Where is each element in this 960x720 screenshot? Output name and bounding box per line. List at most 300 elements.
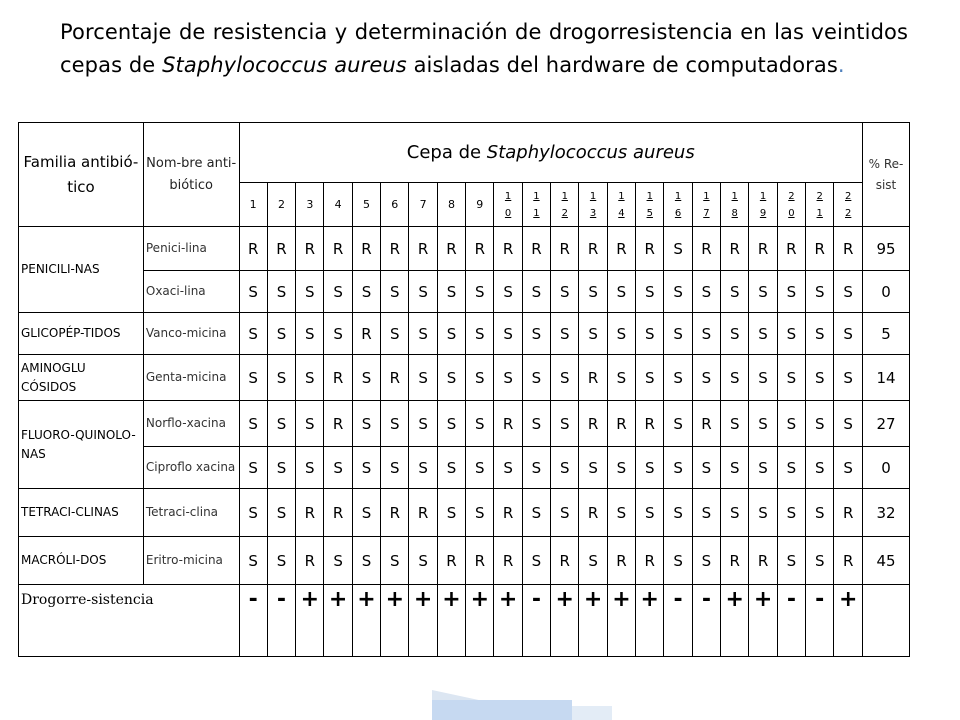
strain-digit: 2 bbox=[816, 190, 823, 202]
result-cell: S bbox=[806, 401, 834, 447]
result-cell: S bbox=[437, 489, 465, 537]
result-cell: R bbox=[494, 489, 522, 537]
result-cell: S bbox=[806, 313, 834, 355]
strain-digit: 9 bbox=[476, 198, 484, 211]
table-row bbox=[19, 537, 910, 585]
result-cell: S bbox=[777, 271, 805, 313]
family-name: MACRÓLI-DOS bbox=[19, 537, 144, 585]
result-cell: S bbox=[381, 401, 409, 447]
table-row bbox=[19, 401, 910, 447]
drug-resistance-value: + bbox=[551, 585, 579, 657]
result-cell: S bbox=[239, 271, 267, 313]
result-cell: S bbox=[692, 271, 720, 313]
strain-number bbox=[267, 183, 295, 227]
result-cell: S bbox=[579, 271, 607, 313]
result-cell: S bbox=[636, 355, 664, 401]
result-cell: S bbox=[721, 489, 749, 537]
strain-number bbox=[579, 183, 607, 227]
result-cell: R bbox=[636, 537, 664, 585]
strain-digit: 6 bbox=[674, 207, 682, 219]
result-cell: R bbox=[381, 355, 409, 401]
strain-digit: 5 bbox=[362, 198, 370, 211]
result-cell: S bbox=[466, 355, 494, 401]
result-cell: S bbox=[381, 447, 409, 489]
result-cell: S bbox=[352, 271, 380, 313]
result-cell: S bbox=[437, 271, 465, 313]
result-cell: R bbox=[239, 227, 267, 271]
header-familia: Familia antibió-tico bbox=[19, 123, 144, 227]
resistance-table bbox=[18, 122, 910, 657]
result-cell: S bbox=[239, 401, 267, 447]
strain-number bbox=[692, 183, 720, 227]
result-cell: S bbox=[664, 489, 692, 537]
result-cell: R bbox=[806, 227, 834, 271]
result-cell: S bbox=[381, 313, 409, 355]
strain-digit: 0 bbox=[788, 207, 795, 219]
result-cell: S bbox=[522, 313, 550, 355]
drug-resistance-value: - bbox=[239, 585, 267, 657]
result-cell: S bbox=[352, 401, 380, 447]
strain-digit: 8 bbox=[447, 198, 455, 211]
result-cell: R bbox=[466, 227, 494, 271]
result-cell: S bbox=[324, 447, 352, 489]
result-cell: S bbox=[296, 355, 324, 401]
result-cell: R bbox=[607, 537, 635, 585]
result-cell: S bbox=[267, 355, 295, 401]
result-cell: S bbox=[239, 489, 267, 537]
title-text-end: aisladas del hardware de computadoras bbox=[406, 53, 838, 77]
result-cell: S bbox=[749, 447, 777, 489]
result-cell: R bbox=[352, 227, 380, 271]
strain-digit: 4 bbox=[618, 207, 625, 219]
decorative-bar bbox=[432, 700, 572, 720]
table-header-row bbox=[19, 123, 910, 183]
result-cell: S bbox=[721, 401, 749, 447]
result-cell: S bbox=[409, 271, 437, 313]
strain-number bbox=[721, 183, 749, 227]
result-cell: S bbox=[749, 271, 777, 313]
result-cell: S bbox=[806, 271, 834, 313]
result-cell: R bbox=[381, 227, 409, 271]
strain-number bbox=[806, 183, 834, 227]
result-cell: S bbox=[579, 447, 607, 489]
result-cell: S bbox=[834, 447, 863, 489]
result-cell: S bbox=[664, 227, 692, 271]
table-row bbox=[19, 313, 910, 355]
result-cell: R bbox=[324, 355, 352, 401]
result-cell: S bbox=[409, 313, 437, 355]
result-cell: S bbox=[381, 537, 409, 585]
result-cell: S bbox=[692, 537, 720, 585]
strain-digit: 1 bbox=[249, 198, 257, 211]
percent-resist: 32 bbox=[862, 489, 909, 537]
result-cell: S bbox=[749, 355, 777, 401]
result-cell: R bbox=[834, 537, 863, 585]
result-cell: R bbox=[267, 227, 295, 271]
result-cell: S bbox=[692, 313, 720, 355]
antibiotic-name: Tetraci-clina bbox=[143, 489, 239, 537]
decorative-bar-light bbox=[572, 706, 612, 720]
strain-number bbox=[324, 183, 352, 227]
result-cell: S bbox=[466, 401, 494, 447]
result-cell: R bbox=[437, 227, 465, 271]
result-cell: S bbox=[522, 489, 550, 537]
result-cell: S bbox=[267, 401, 295, 447]
strain-digit: 7 bbox=[419, 198, 427, 211]
family-name: GLICOPÉP-TIDOS bbox=[19, 313, 144, 355]
result-cell: S bbox=[692, 489, 720, 537]
result-cell: S bbox=[381, 271, 409, 313]
result-cell: R bbox=[522, 227, 550, 271]
strain-number bbox=[749, 183, 777, 227]
strain-number bbox=[607, 183, 635, 227]
result-cell: R bbox=[324, 401, 352, 447]
result-cell: S bbox=[721, 355, 749, 401]
result-cell: R bbox=[296, 537, 324, 585]
strain-number bbox=[409, 183, 437, 227]
strain-number bbox=[551, 183, 579, 227]
result-cell: R bbox=[579, 401, 607, 447]
result-cell: R bbox=[409, 489, 437, 537]
strain-number bbox=[466, 183, 494, 227]
result-cell: R bbox=[296, 489, 324, 537]
strain-digit: 1 bbox=[533, 207, 540, 219]
result-cell: S bbox=[834, 271, 863, 313]
family-name: PENICILI-NAS bbox=[19, 227, 144, 313]
result-cell: S bbox=[267, 489, 295, 537]
result-cell: R bbox=[324, 489, 352, 537]
strain-number bbox=[777, 183, 805, 227]
result-cell: S bbox=[267, 271, 295, 313]
strain-digit: 2 bbox=[277, 198, 285, 211]
strain-number bbox=[522, 183, 550, 227]
percent-resist: 0 bbox=[862, 447, 909, 489]
result-cell: S bbox=[494, 313, 522, 355]
result-cell: S bbox=[777, 447, 805, 489]
strain-digit: 3 bbox=[306, 198, 314, 211]
strain-digit: 6 bbox=[391, 198, 399, 211]
result-cell: S bbox=[834, 313, 863, 355]
result-cell: R bbox=[324, 227, 352, 271]
header-cepa-species: Staphylococcus aureus bbox=[486, 142, 695, 163]
strain-digit: 1 bbox=[759, 190, 767, 202]
drug-resistance-value: + bbox=[324, 585, 352, 657]
drug-resistance-value: - bbox=[522, 585, 550, 657]
result-cell: S bbox=[267, 447, 295, 489]
result-cell: S bbox=[296, 271, 324, 313]
strain-digit: 7 bbox=[703, 207, 710, 219]
drug-resistance-value: + bbox=[607, 585, 635, 657]
drug-resistance-value: - bbox=[664, 585, 692, 657]
result-cell: S bbox=[806, 447, 834, 489]
drug-resistance-value: + bbox=[409, 585, 437, 657]
result-cell: R bbox=[381, 489, 409, 537]
percent-resist: 14 bbox=[862, 355, 909, 401]
header-nombre: Nom-bre anti-biótico bbox=[143, 123, 239, 227]
result-cell: S bbox=[551, 313, 579, 355]
result-cell: S bbox=[664, 537, 692, 585]
strain-number bbox=[437, 183, 465, 227]
result-cell: S bbox=[692, 355, 720, 401]
result-cell: S bbox=[607, 313, 635, 355]
result-cell: S bbox=[352, 537, 380, 585]
result-cell: S bbox=[806, 537, 834, 585]
result-cell: S bbox=[551, 401, 579, 447]
antibiotic-name: Norflo-xacina bbox=[143, 401, 239, 447]
strain-digit: 1 bbox=[589, 190, 597, 202]
result-cell: S bbox=[324, 271, 352, 313]
result-cell: S bbox=[721, 271, 749, 313]
table-row bbox=[19, 271, 910, 313]
strain-digit: 1 bbox=[646, 190, 653, 202]
antibiotic-name: Oxaci-lina bbox=[143, 271, 239, 313]
result-cell: S bbox=[777, 401, 805, 447]
strain-digit: 2 bbox=[845, 207, 852, 219]
result-cell: R bbox=[551, 537, 579, 585]
drug-resistance-value: - bbox=[267, 585, 295, 657]
result-cell: S bbox=[721, 447, 749, 489]
drug-resistance-value: - bbox=[692, 585, 720, 657]
family-name: AMINOGLU CÓSIDOS bbox=[19, 355, 144, 401]
antibiotic-name: Vanco-micina bbox=[143, 313, 239, 355]
result-cell: R bbox=[777, 227, 805, 271]
result-cell: S bbox=[664, 355, 692, 401]
strain-number bbox=[352, 183, 380, 227]
result-cell: S bbox=[834, 355, 863, 401]
percent-resist: 95 bbox=[862, 227, 909, 271]
result-cell: S bbox=[607, 447, 635, 489]
result-cell: R bbox=[437, 537, 465, 585]
result-cell: S bbox=[466, 271, 494, 313]
result-cell: S bbox=[607, 271, 635, 313]
drug-resistance-value: - bbox=[777, 585, 805, 657]
strain-digit: 1 bbox=[618, 190, 625, 202]
strain-digit: 2 bbox=[845, 190, 852, 202]
result-cell: S bbox=[806, 355, 834, 401]
strain-digit: 1 bbox=[561, 190, 568, 202]
antibiotic-name: Ciproflo xacina bbox=[143, 447, 239, 489]
table-row bbox=[19, 447, 910, 489]
result-cell: R bbox=[721, 227, 749, 271]
result-cell: S bbox=[324, 537, 352, 585]
result-cell: S bbox=[777, 537, 805, 585]
result-cell: S bbox=[636, 489, 664, 537]
strain-digit: 2 bbox=[561, 207, 568, 219]
strain-number bbox=[834, 183, 863, 227]
result-cell: R bbox=[749, 537, 777, 585]
drug-resistance-value: + bbox=[721, 585, 749, 657]
result-cell: S bbox=[551, 355, 579, 401]
strain-digit: 4 bbox=[334, 198, 342, 211]
drug-resistance-value: + bbox=[352, 585, 380, 657]
header-cepa bbox=[239, 123, 862, 183]
result-cell: S bbox=[551, 489, 579, 537]
strain-digit: 8 bbox=[731, 207, 738, 219]
result-cell: S bbox=[579, 313, 607, 355]
result-cell: S bbox=[522, 447, 550, 489]
antibiotic-name: Eritro-micina bbox=[143, 537, 239, 585]
result-cell: S bbox=[466, 489, 494, 537]
result-cell: S bbox=[296, 313, 324, 355]
result-cell: S bbox=[636, 313, 664, 355]
percent-resist: 0 bbox=[862, 271, 909, 313]
result-cell: R bbox=[494, 227, 522, 271]
header-cepa-prefix: Cepa de bbox=[406, 142, 487, 163]
result-cell: S bbox=[749, 313, 777, 355]
result-cell: S bbox=[494, 271, 522, 313]
drug-resistance-value: - bbox=[806, 585, 834, 657]
result-cell: S bbox=[522, 271, 550, 313]
result-cell: S bbox=[664, 401, 692, 447]
drug-resistance-value: + bbox=[834, 585, 863, 657]
strain-digit: 5 bbox=[646, 207, 653, 219]
result-cell: S bbox=[664, 271, 692, 313]
strain-digit: 1 bbox=[674, 190, 682, 202]
result-cell: S bbox=[749, 489, 777, 537]
result-cell: S bbox=[437, 447, 465, 489]
antibiotic-name: Penici-lina bbox=[143, 227, 239, 271]
result-cell: S bbox=[352, 447, 380, 489]
drug-resistance-row bbox=[19, 585, 910, 657]
result-cell: S bbox=[777, 313, 805, 355]
result-cell: S bbox=[607, 355, 635, 401]
strain-number bbox=[494, 183, 522, 227]
result-cell: R bbox=[834, 227, 863, 271]
title-species: Staphylococcus aureus bbox=[162, 53, 407, 77]
strain-number bbox=[239, 183, 267, 227]
result-cell: R bbox=[834, 489, 863, 537]
table-row bbox=[19, 355, 910, 401]
result-cell: R bbox=[296, 227, 324, 271]
strain-number bbox=[636, 183, 664, 227]
strain-number bbox=[381, 183, 409, 227]
antibiotic-name: Genta-micina bbox=[143, 355, 239, 401]
result-cell: S bbox=[409, 537, 437, 585]
title-text-start: Porcentaje de resistencia y determinación de drogorresistencia en las veintidos cepas de bbox=[60, 20, 908, 77]
result-cell: R bbox=[692, 227, 720, 271]
result-cell: R bbox=[749, 227, 777, 271]
result-cell: S bbox=[494, 447, 522, 489]
drug-resistance-value: + bbox=[749, 585, 777, 657]
result-cell: S bbox=[522, 537, 550, 585]
result-cell: S bbox=[777, 489, 805, 537]
strain-digit: 2 bbox=[788, 190, 795, 202]
strain-digit: 1 bbox=[816, 207, 823, 219]
result-cell: S bbox=[409, 355, 437, 401]
result-cell: S bbox=[551, 447, 579, 489]
drug-resistance-value: + bbox=[296, 585, 324, 657]
strain-digit: 3 bbox=[589, 207, 597, 219]
strain-digit: 9 bbox=[759, 207, 767, 219]
result-cell: S bbox=[409, 447, 437, 489]
slide-title bbox=[60, 16, 908, 82]
result-cell: R bbox=[692, 401, 720, 447]
result-cell: R bbox=[494, 537, 522, 585]
strain-digit: 1 bbox=[703, 190, 710, 202]
percent-resist: 45 bbox=[862, 537, 909, 585]
result-cell: S bbox=[267, 313, 295, 355]
result-cell: R bbox=[721, 537, 749, 585]
result-cell: R bbox=[579, 227, 607, 271]
result-cell: R bbox=[607, 401, 635, 447]
result-cell: S bbox=[296, 447, 324, 489]
percent-resist: 5 bbox=[862, 313, 909, 355]
result-cell: S bbox=[494, 355, 522, 401]
drug-resistance-value: + bbox=[579, 585, 607, 657]
result-cell: S bbox=[664, 447, 692, 489]
percent-resist: 27 bbox=[862, 401, 909, 447]
drug-resistance-value: + bbox=[466, 585, 494, 657]
drug-resistance-label: Drogorre-sistencia bbox=[19, 585, 240, 657]
result-cell: S bbox=[777, 355, 805, 401]
family-name: TETRACI-CLINAS bbox=[19, 489, 144, 537]
result-cell: S bbox=[749, 401, 777, 447]
table-row bbox=[19, 227, 910, 271]
result-cell: S bbox=[692, 447, 720, 489]
result-cell: S bbox=[466, 313, 494, 355]
result-cell: S bbox=[437, 355, 465, 401]
result-cell: S bbox=[636, 447, 664, 489]
result-cell: S bbox=[409, 401, 437, 447]
drug-resistance-value: + bbox=[494, 585, 522, 657]
result-cell: R bbox=[551, 227, 579, 271]
result-cell: S bbox=[239, 537, 267, 585]
result-cell: R bbox=[579, 355, 607, 401]
result-cell: S bbox=[324, 313, 352, 355]
result-cell: R bbox=[352, 313, 380, 355]
result-cell: S bbox=[806, 489, 834, 537]
result-cell: S bbox=[437, 401, 465, 447]
strain-digit: 1 bbox=[533, 190, 540, 202]
result-cell: S bbox=[721, 313, 749, 355]
result-cell: S bbox=[239, 447, 267, 489]
drug-resistance-empty bbox=[862, 585, 909, 657]
strain-number bbox=[296, 183, 324, 227]
result-cell: S bbox=[239, 355, 267, 401]
drug-resistance-value: + bbox=[381, 585, 409, 657]
result-cell: S bbox=[834, 401, 863, 447]
result-cell: S bbox=[466, 447, 494, 489]
result-cell: S bbox=[636, 271, 664, 313]
strain-digit: 0 bbox=[504, 207, 512, 219]
header-resist: % Re-sist bbox=[862, 123, 909, 227]
result-cell: S bbox=[579, 537, 607, 585]
result-cell: S bbox=[239, 313, 267, 355]
strain-digit: 1 bbox=[504, 190, 512, 202]
result-cell: S bbox=[607, 489, 635, 537]
strain-digit: 1 bbox=[731, 190, 738, 202]
result-cell: R bbox=[607, 227, 635, 271]
family-name: FLUORO-QUINOLO-NAS bbox=[19, 401, 144, 489]
result-cell: R bbox=[409, 227, 437, 271]
title-period: . bbox=[837, 53, 845, 77]
result-cell: S bbox=[267, 537, 295, 585]
result-cell: R bbox=[636, 227, 664, 271]
table-row bbox=[19, 489, 910, 537]
result-cell: R bbox=[579, 489, 607, 537]
result-cell: R bbox=[466, 537, 494, 585]
result-cell: S bbox=[522, 355, 550, 401]
result-cell: S bbox=[522, 401, 550, 447]
result-cell: R bbox=[494, 401, 522, 447]
result-cell: S bbox=[437, 313, 465, 355]
result-cell: S bbox=[352, 355, 380, 401]
drug-resistance-value: + bbox=[636, 585, 664, 657]
result-cell: S bbox=[352, 489, 380, 537]
result-cell: S bbox=[664, 313, 692, 355]
drug-resistance-value: + bbox=[437, 585, 465, 657]
result-cell: S bbox=[551, 271, 579, 313]
